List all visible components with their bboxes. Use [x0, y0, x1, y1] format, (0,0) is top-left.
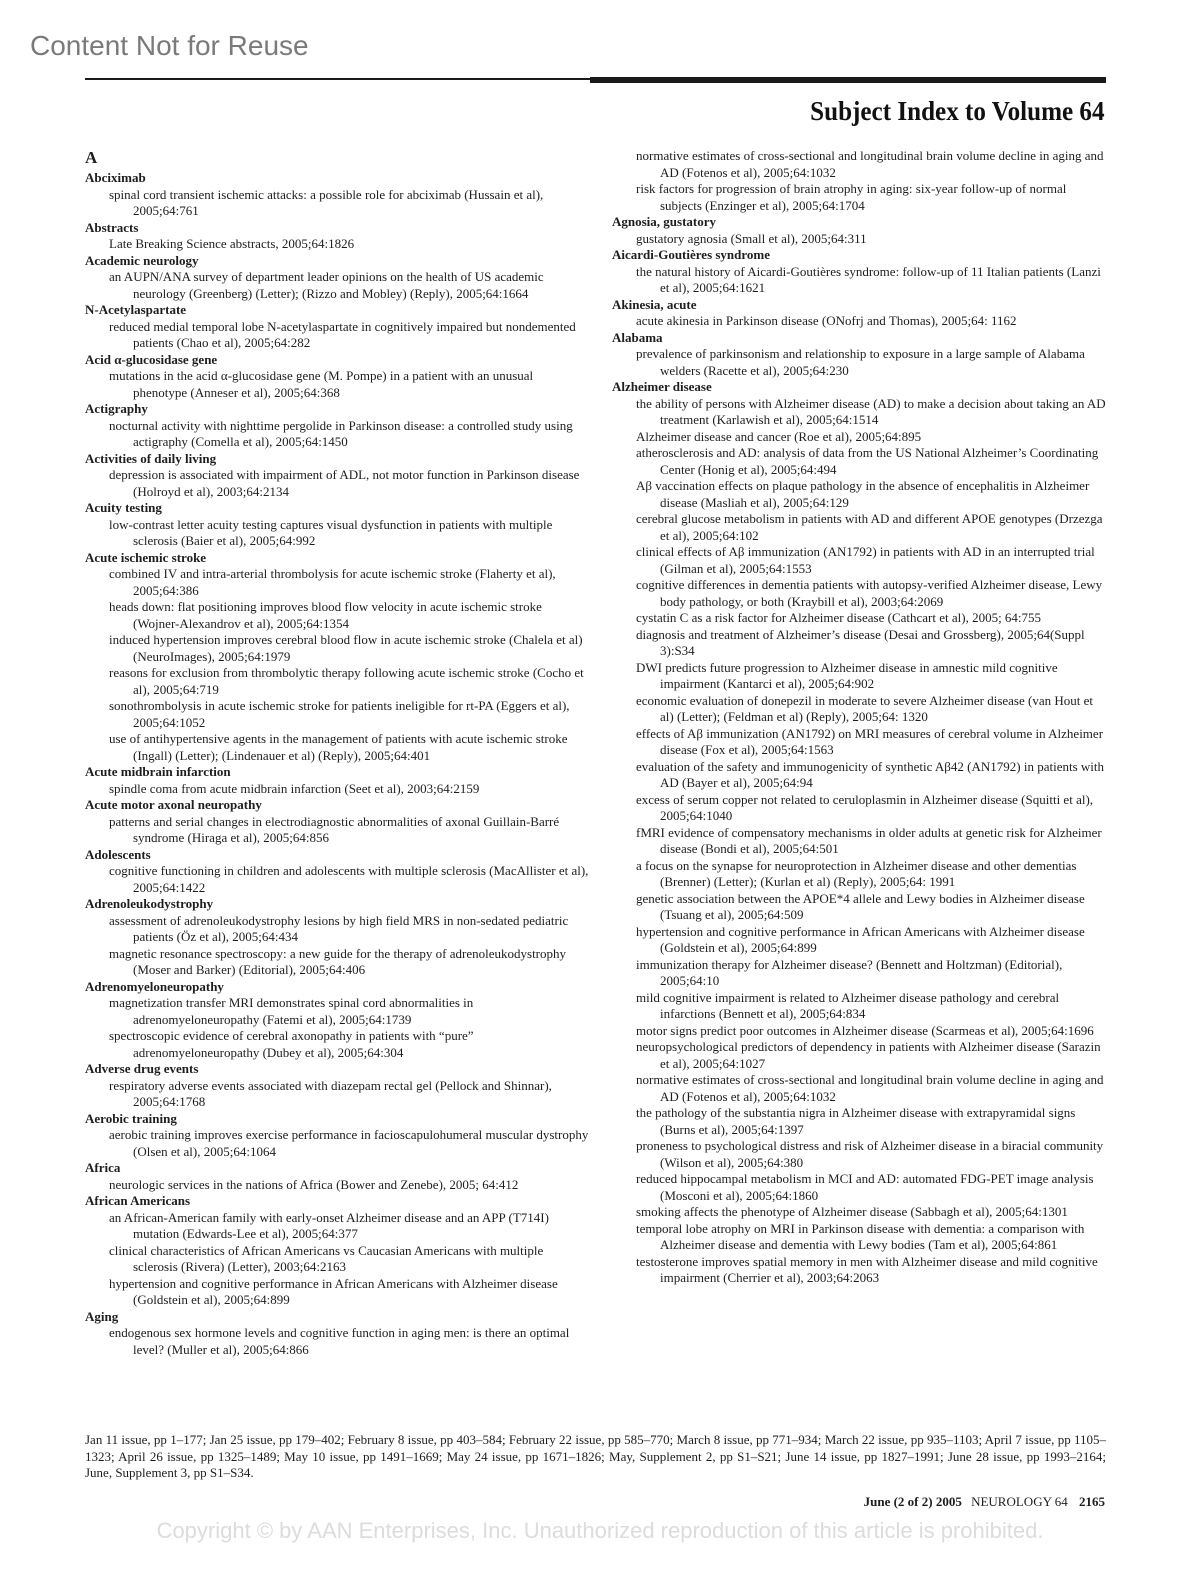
- index-section-letter: A: [85, 148, 98, 167]
- index-heading: Acute ischemic stroke: [85, 549, 207, 565]
- index-heading: Adrenomyeloneuropathy: [85, 978, 224, 994]
- index-heading: Agnosia, gustatory: [612, 214, 717, 229]
- index-entry: excess of serum copper not related to ceruloplasmin in Alzheimer disease (Squitti et al), 2005;64:1040: [636, 791, 1094, 823]
- index-entry: depression is associated with impairment of ADL, not motor function in Parkinson disease (Holroyd et al), 2003;64:2134: [109, 467, 580, 499]
- index-entry: temporal lobe atrophy on MRI in Parkinson disease with dementia: a comparison with Alzheimer disease and dementia with Lewy bodies (Tam et al), 2005;64:861: [636, 1220, 1085, 1252]
- index-heading: Abciximab: [85, 170, 146, 185]
- issue-pagination-note: Jan 11 issue, pp 1–177; Jan 25 issue, pp 179–402; February 8 issue, pp 403–584; February 22 issue, pp 585–770; March 8 issue, pp 771–934; March 22 issue, pp 935–1103; April 7 issue, pp 1105–1323; April 26 issue, pp 1325–1489; May 10 issue, pp 1491–1669; May 24 issue, pp 1671–1826; May, Supplement 2, pp S1–S21; June 14 issue, pp 1827–1991; June 28 issue, pp 1993–2164; June, Supplement 3, pp S1–S34.: [85, 1432, 1106, 1480]
- index-heading: Alzheimer disease: [612, 379, 712, 394]
- index-entry: assessment of adrenoleukodystrophy lesions by high field MRS in non-sedated pediatric patients (Öz et al), 2005;64:434: [109, 912, 569, 944]
- index-entry: sonothrombolysis in acute ischemic stroke for patients ineligible for rt-PA (Eggers et al), 2005;64:1052: [109, 698, 570, 730]
- index-heading: Academic neurology: [85, 252, 199, 268]
- index-entry: cystatin C as a risk factor for Alzheimer disease (Cathcart et al), 2005; 64:755: [636, 610, 1042, 625]
- index-entry: economic evaluation of donepezil in moderate to severe Alzheimer disease (van Hout et al) (Letter); (Feldman et al) (Reply), 2005;64: 1320: [636, 692, 1093, 724]
- index-heading: N-Acetylaspartate: [85, 302, 187, 317]
- index-heading: Acute motor axonal neuropathy: [85, 797, 262, 812]
- index-entry: nocturnal activity with nighttime pergolide in Parkinson disease: a controlled study using actigraphy (Comella et al), 2005;64:1450: [109, 417, 573, 449]
- index-entry: low-contrast letter acuity testing captures visual dysfunction in patients with multiple sclerosis (Baier et al), 2005;64:992: [109, 516, 553, 548]
- index-heading: Aerobic training: [85, 1110, 177, 1126]
- index-heading: Acuity testing: [85, 500, 162, 515]
- index-entry: reduced medial temporal lobe N-acetylaspartate in cognitively impaired but nondemented patients (Chao et al), 2005;64:282: [109, 318, 576, 350]
- index-entry: heads down: flat positioning improves blood flow velocity in acute ischemic stroke (Wojner-Alexandrov et al), 2005;64:1354: [109, 599, 542, 631]
- index-entry: normative estimates of cross-sectional and longitudinal brain volume decline in aging and AD (Fotenos et al), 2005;64:1032: [636, 148, 1104, 180]
- index-entry: mild cognitive impairment is related to Alzheimer disease pathology and cerebral infarctions (Bennett et al), 2005;64:834: [636, 989, 1060, 1021]
- index-column-left: [85, 148, 590, 1358]
- index-heading: Acid α-glucosidase gene: [85, 351, 218, 367]
- index-entry: Alzheimer disease and cancer (Roe et al), 2005;64:895: [636, 428, 922, 444]
- index-entry: effects of Aβ immunization (AN1792) on MRI measures of cerebral volume in Alzheimer disease (Fox et al), 2005;64:1563: [636, 725, 1104, 757]
- index-entry: magnetization transfer MRI demonstrates spinal cord abnormalities in adrenomyeloneuropathy (Fatemi et al), 2005;64:1739: [109, 995, 474, 1027]
- index-entry: spindle coma from acute midbrain infarction (Seet et al), 2003;64:2159: [109, 780, 480, 796]
- index-entry: Aβ vaccination effects on plaque pathology in the absence of encephalitis in Alzheimer disease (Masliah et al), 2005;64:129: [636, 478, 1090, 510]
- index-entry: immunization therapy for Alzheimer disease? (Bennett and Holtzman) (Editorial), 2005;64:10: [636, 956, 1063, 988]
- index-entry: evaluation of the safety and immunogenicity of synthetic Aβ42 (AN1792) in patients with AD (Bayer et al), 2005;64:94: [636, 758, 1105, 790]
- index-entry: reduced hippocampal metabolism in MCI and AD: automated FDG-PET image analysis (Mosconi et al), 2005;64:1860: [636, 1171, 1094, 1203]
- index-entry: the natural history of Aicardi-Goutières syndrome: follow-up of 11 Italian patients (Lanzi et al), 2005;64:1621: [636, 263, 1101, 295]
- page-folio: [864, 1494, 1105, 1510]
- index-entry: acute akinesia in Parkinson disease (ONofrj and Thomas), 2005;64: 1162: [636, 313, 1017, 328]
- index-heading: African Americans: [85, 1193, 191, 1208]
- index-entry: testosterone improves spatial memory in men with Alzheimer disease and mild cognitive impairment (Cherrier et al), 2003;64:2063: [636, 1253, 1098, 1285]
- index-entry: hypertension and cognitive performance in African Americans with Alzheimer disease (Goldstein et al), 2005;64:899: [636, 923, 1085, 955]
- header-rule-thin: [85, 78, 590, 80]
- index-entry: cognitive differences in dementia patients with autopsy-verified Alzheimer disease, Lewy body pathology, or both (Kraybill et al), 2003;64:2069: [636, 577, 1103, 609]
- index-entry: clinical characteristics of African Americans vs Caucasian Americans with multiple sclerosis (Rivera) (Letter), 2003;64:2163: [109, 1242, 544, 1274]
- index-entry: neuropsychological predictors of dependency in patients with Alzheimer disease (Sarazin et al), 2005;64:1027: [636, 1039, 1101, 1071]
- folio-journal: NEUROLOGY 64: [971, 1494, 1068, 1509]
- index-entry: spinal cord transient ischemic attacks: a possible role for abciximab (Hussain et al), 2005;64:761: [109, 186, 544, 218]
- index-heading: Alabama: [612, 329, 663, 345]
- index-entry: combined IV and intra-arterial thrombolysis for acute ischemic stroke (Flaherty et al), 2005;64:386: [109, 566, 556, 598]
- index-entry: spectroscopic evidence of cerebral axonopathy in patients with “pure” adrenomyeloneuropathy (Dubey et al), 2005;64:304: [109, 1028, 474, 1060]
- index-entry: endogenous sex hormone levels and cognitive function in aging men: is there an optimal level? (Muller et al), 2005;64:866: [109, 1325, 570, 1357]
- index-entry: proneness to psychological distress and risk of Alzheimer disease in a biracial community (Wilson et al), 2005;64:380: [636, 1138, 1104, 1170]
- folio-page-number: 2165: [1079, 1494, 1105, 1509]
- index-heading: Adverse drug events: [85, 1061, 199, 1076]
- index-entry: clinical effects of Aβ immunization (AN1792) in patients with AD in an interrupted trial (Gilman et al), 2005;64:1553: [636, 544, 1095, 576]
- index-entry: DWI predicts future progression to Alzheimer disease in amnestic mild cognitive impairment (Kantarci et al), 2005;64:902: [636, 659, 1058, 691]
- index-entry: respiratory adverse events associated with diazepam rectal gel (Pellock and Shinnar), 2005;64:1768: [109, 1077, 552, 1109]
- index-heading: Abstracts: [85, 219, 139, 235]
- index-heading: Acute midbrain infarction: [85, 764, 231, 779]
- copyright-watermark: Copyright © by AAN Enterprises, Inc. Unauthorized reproduction of this article is prohibited.: [156, 1518, 1044, 1543]
- index-entry: reasons for exclusion from thrombolytic therapy following acute ischemic stroke (Cocho et al), 2005;64:719: [109, 665, 584, 697]
- index-entry: cerebral glucose metabolism in patients with AD and different APOE genotypes (Drzezga et al), 2005;64:102: [636, 511, 1103, 543]
- index-heading: Activities of daily living: [85, 450, 217, 466]
- index-entry: atherosclerosis and AD: analysis of data from the US National Alzheimer’s Coordinating Center (Honig et al), 2005;64:494: [636, 445, 1099, 477]
- index-entry: induced hypertension improves cerebral blood flow in acute ischemic stroke (Chalela et al) (NeuroImages), 2005;64:1979: [109, 632, 583, 664]
- index-entry: Late Breaking Science abstracts, 2005;64:1826: [109, 236, 355, 251]
- index-entry: use of antihypertensive agents in the management of patients with acute ischemic stroke (Ingall) (Letter); (Lindenauer et al) (Reply), 2005;64:401: [109, 731, 568, 763]
- index-entry: the pathology of the substantia nigra in Alzheimer disease with extrapyramidal signs (Burns et al), 2005;64:1397: [636, 1105, 1076, 1137]
- index-heading: Actigraphy: [85, 401, 148, 416]
- index-heading: Aicardi-Goutières syndrome: [612, 247, 771, 262]
- index-entry: mutations in the acid α-glucosidase gene (M. Pompe) in a patient with an unusual phenotype (Anneser et al), 2005;64:368: [109, 368, 534, 400]
- index-entry: gustatory agnosia (Small et al), 2005;64:311: [636, 230, 867, 246]
- index-heading: Adolescents: [85, 846, 151, 862]
- index-entry: prevalence of parkinsonism and relationship to exposure in a large sample of Alabama welders (Racette et al), 2005;64:230: [636, 346, 1085, 378]
- index-entry: an AUPN/ANA survey of department leader opinions on the health of US academic neurology (Greenberg) (Letter); (Rizzo and Mobley) (Reply), 2005;64:1664: [109, 269, 544, 301]
- index-entry: aerobic training improves exercise performance in facioscapulohumeral muscular dystrophy (Olsen et al), 2005;64:1064: [109, 1127, 589, 1159]
- index-entry: genetic association between the APOE*4 allele and Lewy bodies in Alzheimer disease (Tsuang et al), 2005;64:509: [636, 890, 1085, 922]
- folio-date: June (2 of 2) 2005: [863, 1494, 962, 1509]
- index-entry: normative estimates of cross-sectional and longitudinal brain volume decline in aging and AD (Fotenos et al), 2005;64:1032: [636, 1072, 1104, 1104]
- index-entry: magnetic resonance spectroscopy: a new guide for the therapy of adrenoleukodystrophy (Moser and Barker) (Editorial), 2005;64:406: [109, 945, 567, 977]
- index-entry: the ability of persons with Alzheimer disease (AD) to make a decision about taking an AD treatment (Karlawish et al), 2005;64:1514: [636, 395, 1106, 427]
- index-entry: hypertension and cognitive performance in African Americans with Alzheimer disease (Goldstein et al), 2005;64:899: [109, 1275, 558, 1307]
- index-heading: Africa: [85, 1160, 121, 1175]
- index-heading: Akinesia, acute: [612, 296, 697, 312]
- index-entry: fMRI evidence of compensatory mechanisms in older adults at genetic risk for Alzheimer disease (Bondi et al), 2005;64:501: [636, 824, 1102, 856]
- index-heading: Aging: [85, 1308, 119, 1324]
- index-entry: neurologic services in the nations of Africa (Bower and Zenebe), 2005; 64:412: [109, 1176, 519, 1192]
- header-rule-thick: [590, 77, 1106, 83]
- index-entry: diagnosis and treatment of Alzheimer’s disease (Desai and Grossberg), 2005;64(Suppl 3):S34: [636, 626, 1085, 658]
- watermark-banner: Content Not for Reuse: [30, 30, 309, 61]
- index-column-right: [612, 148, 1106, 1287]
- index-entry: cognitive functioning in children and adolescents with multiple sclerosis (MacAllister et al), 2005;64:1422: [109, 863, 589, 895]
- index-heading: Adrenoleukodystrophy: [85, 896, 214, 911]
- index-entry: a focus on the synapse for neuroprotection in Alzheimer disease and other dementias (Brenner) (Letter); (Kurlan et al) (Reply), 2005;64: 1991: [636, 857, 1077, 889]
- index-entry: smoking affects the phenotype of Alzheimer disease (Sabbagh et al), 2005;64:1301: [636, 1204, 1068, 1219]
- page-title: Subject Index to Volume 64: [810, 96, 1105, 126]
- index-entry: patterns and serial changes in electrodiagnostic abnormalities of axonal Guillain-Barré syndrome (Hiraga et al), 2005;64:856: [109, 813, 560, 845]
- index-entry: motor signs predict poor outcomes in Alzheimer disease (Scarmeas et al), 2005;64:1696: [636, 1022, 1094, 1038]
- index-entry: an African-American family with early-onset Alzheimer disease and an APP (T714I) mutation (Edwards-Lee et al), 2005;64:377: [109, 1209, 549, 1241]
- index-entry: risk factors for progression of brain atrophy in aging: six-year follow-up of normal subjects (Enzinger et al), 2005;64:1704: [636, 181, 1067, 213]
